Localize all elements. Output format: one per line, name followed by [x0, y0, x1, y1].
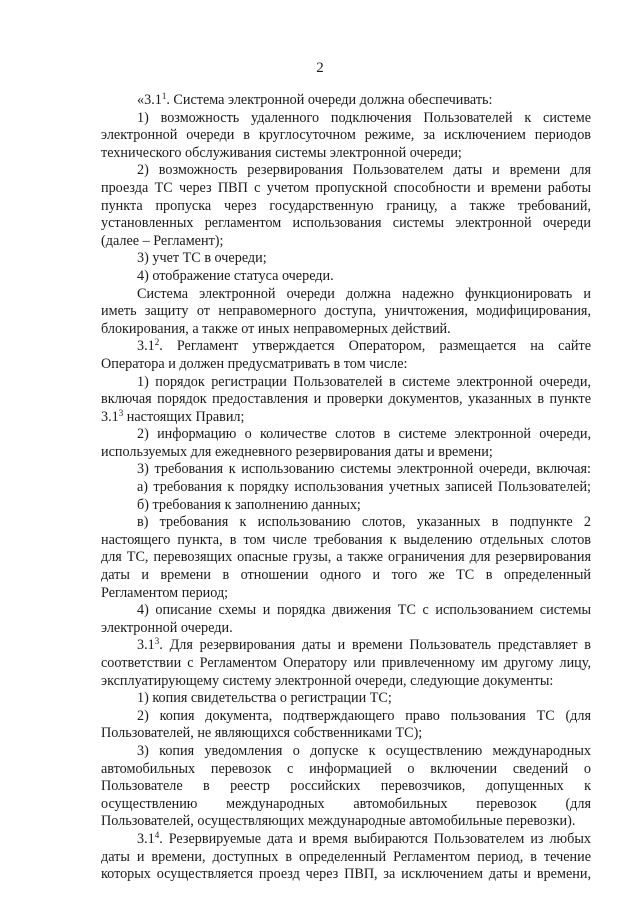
text-segment: в) требования к использованию слотов, указанных в подпункте 2	[137, 514, 591, 531]
text-segment: 3.1	[137, 830, 155, 847]
text-segment: электронной очереди в круглосуточном режиме, за исключением периодов	[101, 127, 591, 144]
text-line	[101, 127, 591, 145]
text-line	[101, 549, 591, 567]
text-segment: автомобильных перевозок с информацией о включении сведений о	[101, 760, 591, 777]
text-line	[101, 866, 591, 884]
superscript: 2	[154, 338, 160, 348]
text-segment: проезда ТС через ПВП с учетом пропускной способности и времени работы	[101, 179, 591, 196]
superscript: 4	[154, 830, 160, 840]
text-line	[101, 145, 591, 163]
text-line	[101, 796, 591, 814]
superscript: 3	[118, 408, 124, 418]
text-line	[101, 602, 591, 620]
text-line	[101, 690, 591, 708]
superscript: 1	[161, 92, 167, 101]
text-segment: настоящего пункта, в том числе требования к выделению отдельных слотов	[101, 531, 591, 548]
text-segment: 2) копия документа, подтверждающего право пользования ТС (для	[137, 707, 591, 724]
text-line	[101, 268, 591, 286]
text-line	[101, 532, 591, 550]
text-line	[101, 215, 591, 233]
text-segment: 4) отображение статуса очереди.	[137, 267, 334, 284]
text-segment: 1) возможность удаленного подключения Пользователей к системе	[137, 109, 591, 126]
text-segment: соответствии с Регламентом Оператору или привлеченному им другому лицу,	[101, 655, 591, 671]
text-line	[101, 92, 591, 110]
text-segment: включая порядок предоставления и проверки документов, указанных в пункте	[101, 391, 591, 408]
text-line	[101, 180, 591, 198]
text-line	[101, 303, 591, 321]
text-line	[101, 286, 591, 304]
text-segment: 3) копия уведомления о допуске к осуществлению международных	[137, 742, 591, 759]
text-segment: Пользователей, не являющихся собственниками ТС);	[101, 725, 423, 742]
text-segment: технического обслуживания системы электронной очереди;	[101, 144, 462, 161]
text-segment: 2) информацию о количестве слотов в системе электронной очереди,	[137, 426, 591, 443]
text-line	[101, 461, 591, 479]
text-line	[101, 198, 591, 216]
text-line	[101, 391, 591, 409]
text-line	[101, 743, 591, 761]
text-segment: пункта пропуска через государственную границу, а также требований,	[101, 197, 591, 214]
text-segment: Регламентом период;	[101, 584, 229, 601]
text-segment: 1) копия свидетельства о регистрации ТС;	[137, 690, 392, 707]
text-line	[101, 813, 591, 831]
page-number: 2	[316, 60, 324, 76]
text-segment: . Система электронной очереди должна обеспечивать:	[166, 92, 493, 108]
superscript: 3	[154, 637, 160, 647]
document-body	[101, 92, 591, 884]
text-line	[101, 162, 591, 180]
text-line	[101, 338, 591, 356]
text-segment: иметь защиту от неправомерного доступа, уничтожения, модифицирования,	[101, 303, 591, 320]
text-line	[101, 409, 591, 427]
text-segment: 4) описание схемы и порядка движения ТС с использованием системы	[137, 602, 591, 619]
text-segment: даты и времени в отношении одного и того же ТС в определенный	[101, 567, 591, 584]
text-segment: 3.1	[137, 637, 155, 654]
text-line	[101, 444, 591, 462]
text-segment: а) требования к порядку использования учетных записей Пользователей;	[137, 479, 591, 496]
text-line	[101, 708, 591, 726]
text-line	[101, 673, 591, 691]
text-line	[101, 655, 591, 673]
text-segment: электронной очереди.	[101, 619, 233, 636]
text-segment: . Резервируемые дата и время выбираются Пользователем из любых	[159, 830, 591, 847]
text-segment: эксплуатирующему систему электронной очереди, следующие документы:	[101, 672, 554, 689]
text-line	[101, 426, 591, 444]
text-segment: которых осуществляется проезд через ПВП, за исключением даты и времени,	[101, 866, 591, 883]
text-segment: (далее – Регламент);	[101, 232, 224, 249]
text-line	[101, 233, 591, 251]
text-line	[101, 250, 591, 268]
text-segment: Система электронной очереди должна надежно функционировать и	[137, 285, 591, 302]
text-line	[101, 497, 591, 515]
text-line	[101, 725, 591, 743]
text-segment: даты и времени, доступных в определенный Регламентом период, в течение	[101, 848, 591, 865]
text-line	[101, 778, 591, 796]
text-segment: Пользователе в реестр российских перевозчиков, допущенных к	[101, 778, 591, 795]
text-line	[101, 585, 591, 603]
text-segment: «3.1	[137, 92, 162, 108]
text-segment: настоящих Правил;	[123, 408, 245, 425]
text-segment: установленных регламентом использования системы электронной очереди	[101, 215, 591, 232]
text-line	[101, 356, 591, 374]
text-segment: 2) возможность резервирования Пользователем даты и времени для	[137, 162, 591, 179]
text-line	[101, 637, 591, 655]
text-segment: . Для резервирования даты и времени Пользователь представляет в	[159, 637, 591, 654]
text-segment: 3.1	[101, 408, 119, 425]
text-segment: б) требования к заполнению данных;	[137, 496, 361, 513]
text-line	[101, 831, 591, 849]
text-line	[101, 321, 591, 339]
text-line	[101, 514, 591, 532]
text-segment: Оператора и должен предусматривать в том числе:	[101, 355, 408, 372]
text-segment: 1) порядок регистрации Пользователей в системе электронной очереди,	[137, 373, 591, 390]
text-line	[101, 479, 591, 497]
text-segment: 3) требования к использованию системы электронной очереди, включая:	[137, 461, 591, 478]
text-line	[101, 620, 591, 638]
text-segment: 3.1	[137, 338, 155, 355]
text-line	[101, 374, 591, 392]
text-segment: Пользователей, осуществляющих международные автомобильные перевозки).	[101, 813, 576, 830]
text-line	[101, 849, 591, 867]
text-segment: используемых для ежедневного резервирования даты и времени;	[101, 443, 493, 460]
text-segment: 3) учет ТС в очереди;	[137, 250, 267, 267]
text-segment: . Регламент утверждается Оператором, размещается на сайте	[159, 338, 591, 355]
text-segment: осуществлению международных автомобильных перевозок (для	[101, 795, 591, 812]
text-line	[101, 761, 591, 779]
text-segment: блокирования, а также от иных неправомерных действий.	[101, 320, 451, 337]
text-line	[101, 110, 591, 128]
text-line	[101, 567, 591, 585]
text-segment: для ТС, перевозящих опасные грузы, а также ограничения для резервирования	[101, 549, 591, 566]
